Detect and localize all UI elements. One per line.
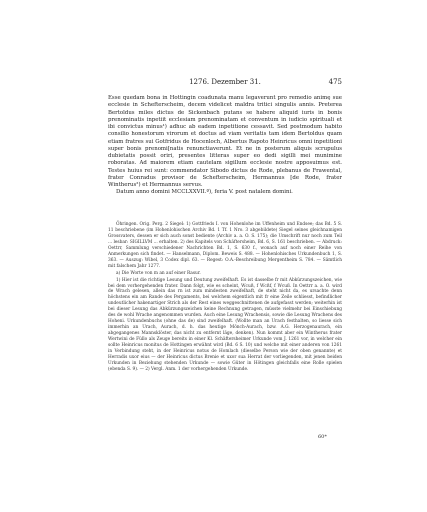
- footnote-a: a) Die Worte von m an auf einer Rasur.: [116, 270, 201, 276]
- footnotes: [108, 222, 342, 374]
- charter-dating: Datum anno domini MCCLXXVII.º), feria V. post natalem domini.: [116, 189, 293, 196]
- page-number: 475: [328, 78, 342, 86]
- signature-mark: 60*: [318, 434, 327, 440]
- header-date: 1276. Dezember 31.: [189, 78, 261, 86]
- charter-paragraph: Esse quedam bona in Hottingin coadunata manu legaverunt pro remedio animę sue ecclesie in Schefterscheim, decem videlicet maldra tritici singulis annis. Preterea Bertoldus miles dictus de Sickenbach putans se habere aliquid iuris in bonis prenominatis inpetiit ecclesiam prenominatam et conventum in iudicio spirituali et ibi convictus minus¹) adhuc ab eadem inpetitione cessavit. Sed postmodum habito consilio honestorum virorum et doctus ad viam veritatis tam idem Bertoldus quam etiam fratres sui Gotfridus de Hocenloch, Albertus Rapoto Heinricus omni inpetitioni super bonis prenomi[natis renunctiaverunt. Et ne in posterum aliquis scrupulus dubietatis possit oriri, presentes litteras super eo dedi sigilli mei munimine roboratas. Ad maiorem etiam cautelam sigillum ecclesie nostre apposuimus est. Testes huius rei sunt: commendator Sibodo dictus de Rode, plebanus de Frawental, frater Conradus provisor de Schefterscheim, Hermannus [de Rode, frater Wintherus²) et Hermannus servus.: [108, 95, 342, 188]
- page-header: [108, 77, 342, 87]
- footnote-1: 1) Hier ist die richtige Lesung und Deutung zweifelhaft. Es ist dasselbe fr mit Abkürzungszeichen, wie bei dem vorhergehenden frater. Dann folgt, wie es scheint, Wcuß, f Wcßf, f Wcuß. In Oettrr a. a. O. wird de Wrach gelesen, allein das rn ist zum mindesten zweifelhaft, de steht nicht da, es ursachte denn höchstens ein am Rande des Pergaments, bei welchem eigentlich mit fr eine Zeile schliesst, befindlicher undeutlicher hakenartiger Strich als der Rest eines weggeschnittenen de aufgefasst werden; weiterhin ist bei dieser Lesung das Abkürzungszeichen keine Rechnung getragen, müsste vielmehr bei Einschiebung des de wohl Wrache angenommen wurden. Auch eine Lesung Wrachensis, sowie die Lesung Wrachens des Hoheni. Urkundenbuchs (ohne das de) sind zweifelhaft. (Wollte man an Urach festhalten, so liesse sich immerhin an Urach, Aurach, d. h. das heutige Mönch-Aurach, bzw. A.G. Herzogenaurach, ein abgegangenes Mannsklöster, das nicht zu entfernt läge, denken). Nun kommt aber ein Wintherus frater Wertwini de Füllo als Zeuge bereits in einer Kl. Schäftersheimer Urkunde vom J. 1261 vor, in welcher ein sollte Heinricus monitus de Hottingen erwähnt wird (Bd. 6 S. 10) und welche mit einer anderen von 1261 in Verbindung steht, in der Heinricus notus de Homlach (dieselbe Person wie der oben genannte) et Herradis uxor eius — der Heinricus dictus Brenie et uxor sua Herrat der vorliegenden, mit jenen beiden Urkunden in Beziehung stehenden Urkunde — sowie Güter in Hötingen gleichfalls eine Rolle spielen (ebenda S. 9). — 2) Vergl. Anm. 1 der vorhergehenden Urkunde.: [108, 277, 342, 372]
- charter-text: [108, 95, 342, 197]
- provenance-note: Öhringen. Orig. Perg. 2 Siegel: 1) Gottfrieds I. von Hohenlohe im Uffenheim und Endsee; das Bd. 5 S. 11 beschriebene (im Hohenlohischen Archiv Bd. 1 Tf. 1 Nro. 3 abgebildete) Siegel seines gleichnamigen Grossvaters, dessen er sich auch sonst bediente (Archiv a. a. O. S. 175); die Umschrift nur noch zum Teil ... lesbar: SIGILLVM ... erhalten. 2) des Kapitels von Schäftersheim, Bd. 6, S. 161 beschrieben. — Abdruck: Oettrr, Sammlung verschiedener Nachrichten Bd. 1, S. 630 f., wonach auf noch einer Reihe von Anmerkungen sich findet. — Hanselmann, Diplom. Beweis S. 488. — Hohenlohisches Urkundenbuch 1, S. 363. — Auszug: Wibel, 3 Codex dipl. 63. — Regest: O.A.-Beschreibung Mergentheim S. 784. — Sämtlich mit falschem Jahr 1277.: [108, 222, 342, 269]
